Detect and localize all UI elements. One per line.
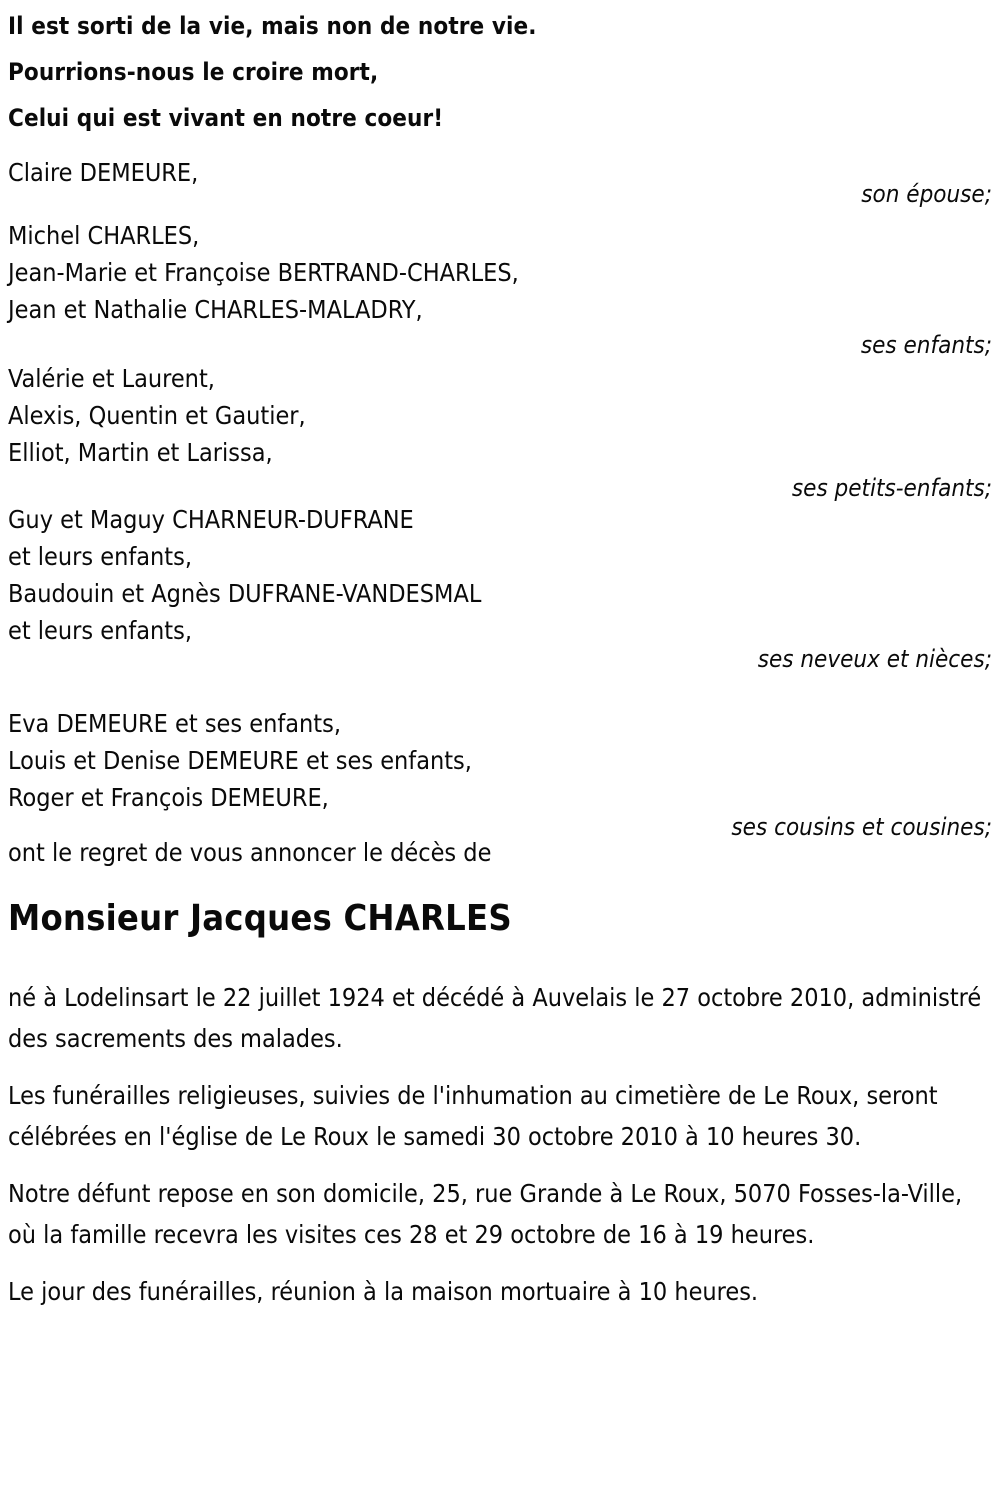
family-name-line: Roger et François DEMEURE, bbox=[8, 783, 329, 812]
family-name-line: Elliot, Martin et Larissa, bbox=[8, 438, 273, 467]
family-group-cousins bbox=[8, 705, 992, 841]
family-group-names bbox=[8, 705, 648, 816]
family-name-line: Jean et Nathalie CHARLES-MALADRY, bbox=[8, 295, 423, 324]
details-paragraph-funeral: Les funérailles religieuses, suivies de l'inhumation au cimetière de Le Roux, seront célébrées en l'église de Le Roux le samedi 30 octobre 2010 à 10 heures 30. bbox=[8, 1081, 938, 1151]
details-paragraph-birth-death: né à Lodelinsart le 22 juillet 1924 et décédé à Auvelais le 27 octobre 2010, administré des sacrements des malades. bbox=[8, 983, 982, 1053]
family-name-line: et leurs enfants, bbox=[8, 542, 192, 571]
family-group-nephews-nieces bbox=[8, 501, 992, 673]
family-relation-label-spouse: son épouse; bbox=[861, 180, 992, 208]
announcement-lead-in: ont le regret de vous annoncer le décès de bbox=[8, 838, 492, 867]
family-relation-label-nephews-nieces: ses neveux et nièces; bbox=[757, 645, 992, 673]
family-name-line: Claire DEMEURE, bbox=[8, 158, 199, 187]
family-name-line: Louis et Denise DEMEURE et ses enfants, bbox=[8, 746, 472, 775]
family-name-line: Valérie et Laurent, bbox=[8, 364, 215, 393]
family-relation-label-children: ses enfants; bbox=[860, 331, 992, 359]
family-group-names bbox=[8, 501, 648, 649]
family-name-line: Michel CHARLES, bbox=[8, 221, 200, 250]
epigraph bbox=[8, 0, 992, 130]
family-name-line: Jean-Marie et Françoise BERTRAND-CHARLES, bbox=[8, 258, 519, 287]
details-block bbox=[8, 977, 986, 1312]
epigraph-line-2: Pourrions-nous le croire mort, bbox=[8, 58, 379, 86]
family-name-line: Baudouin et Agnès DUFRANE-VANDESMAL bbox=[8, 579, 482, 608]
deceased-name: Monsieur Jacques CHARLES bbox=[8, 898, 512, 939]
family-list bbox=[8, 154, 992, 841]
family-group-grandchildren bbox=[8, 360, 992, 502]
details-paragraph-visitation: Notre défunt repose en son domicile, 25, rue Grande à Le Roux, 5070 Fosses-la-Ville, où la famille recevra les visites ces 28 et 29 octobre de 16 à 19 heures. bbox=[8, 1179, 963, 1249]
epigraph-line-1: Il est sorti de la vie, mais non de notre vie. bbox=[8, 12, 537, 40]
family-relation-label-cousins: ses cousins et cousines; bbox=[731, 813, 992, 841]
family-name-line: Alexis, Quentin et Gautier, bbox=[8, 401, 306, 430]
details-paragraph-gathering: Le jour des funérailles, réunion à la maison mortuaire à 10 heures. bbox=[8, 1277, 759, 1306]
family-group-names bbox=[8, 360, 648, 471]
family-group-spouse bbox=[8, 154, 992, 208]
family-relation-label-grandchildren: ses petits-enfants; bbox=[791, 474, 992, 502]
family-group-names bbox=[8, 217, 648, 328]
family-name-line: Eva DEMEURE et ses enfants, bbox=[8, 709, 341, 738]
family-name-line: et leurs enfants, bbox=[8, 616, 192, 645]
epigraph-line-3: Celui qui est vivant en notre coeur! bbox=[8, 104, 444, 132]
family-name-line: Guy et Maguy CHARNEUR-DUFRANE bbox=[8, 505, 414, 534]
family-group-children bbox=[8, 217, 992, 359]
family-group-names bbox=[8, 154, 648, 191]
